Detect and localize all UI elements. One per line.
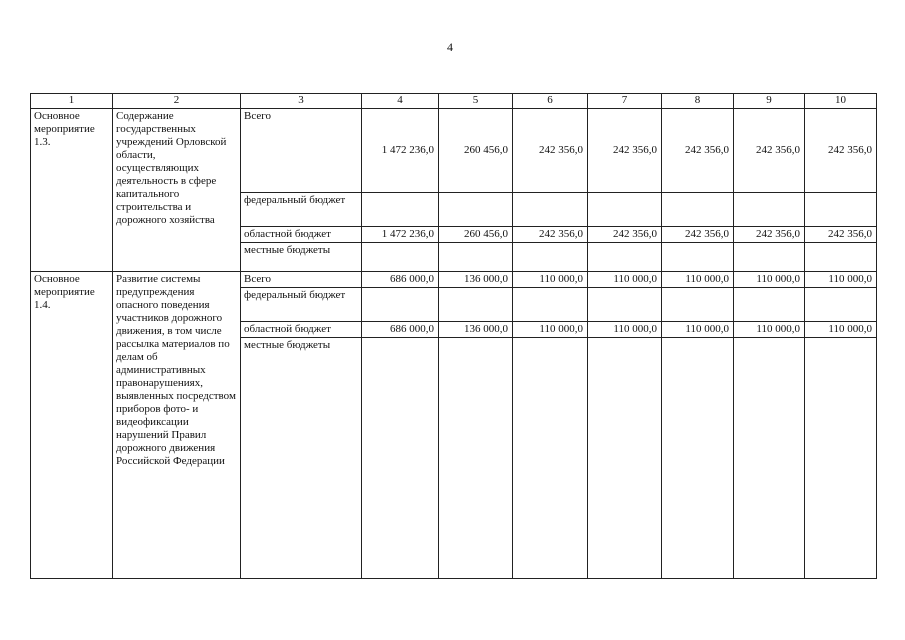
value-cell: 110 000,0 [513,272,588,288]
column-number: 4 [362,94,439,109]
source-label: местные бюджеты [241,338,362,579]
value-cell [439,288,513,322]
value-cell [805,288,877,322]
value-cell: 110 000,0 [662,272,734,288]
column-number: 8 [662,94,734,109]
value-cell [439,338,513,579]
value-cell [588,193,662,227]
value-cell: 242 356,0 [734,109,805,193]
value-cell [662,338,734,579]
column-number: 5 [439,94,513,109]
value-cell: 686 000,0 [362,272,439,288]
value-cell: 242 356,0 [805,109,877,193]
value-cell: 260 456,0 [439,227,513,243]
value-cell: 242 356,0 [805,227,877,243]
value-cell [734,193,805,227]
source-label: Всего [241,272,362,288]
source-label: областной бюджет [241,322,362,338]
value-cell [662,193,734,227]
value-cell: 242 356,0 [662,227,734,243]
value-cell: 1 472 236,0 [362,227,439,243]
value-cell [439,243,513,272]
value-cell: 110 000,0 [588,272,662,288]
value-cell [734,338,805,579]
value-cell: 686 000,0 [362,322,439,338]
source-label: федеральный бюджет [241,193,362,227]
value-cell: 136 000,0 [439,322,513,338]
value-cell: 110 000,0 [805,272,877,288]
value-cell: 1 472 236,0 [362,109,439,193]
value-cell [513,338,588,579]
value-cell: 242 356,0 [588,109,662,193]
value-cell: 110 000,0 [734,272,805,288]
column-number: 3 [241,94,362,109]
source-label: федеральный бюджет [241,288,362,322]
value-cell [362,243,439,272]
value-cell: 110 000,0 [662,322,734,338]
value-cell [588,288,662,322]
value-cell [362,193,439,227]
column-number: 2 [113,94,241,109]
value-cell: 242 356,0 [513,227,588,243]
column-number: 6 [513,94,588,109]
value-cell [734,243,805,272]
value-cell [588,243,662,272]
value-cell: 110 000,0 [513,322,588,338]
table-row [31,272,877,288]
source-label: местные бюджеты [241,243,362,272]
column-number: 1 [31,94,113,109]
value-cell [662,243,734,272]
page-number: 4 [447,40,453,54]
value-cell [439,193,513,227]
value-cell [362,288,439,322]
value-cell: 242 356,0 [734,227,805,243]
value-cell [805,243,877,272]
value-cell: 242 356,0 [588,227,662,243]
value-cell [513,243,588,272]
value-cell: 242 356,0 [513,109,588,193]
column-number: 7 [588,94,662,109]
column-number: 10 [805,94,877,109]
value-cell: 242 356,0 [662,109,734,193]
value-cell [362,338,439,579]
value-cell: 136 000,0 [439,272,513,288]
table-row [31,109,877,193]
value-cell [588,338,662,579]
value-cell [734,288,805,322]
activity-description: Развитие системы предупреждения опасного поведения участников дорожного движения, в том числе рассылка материалов по делам об административных правонарушениях, выявленных посредством приборов фото- и видеофиксации нарушений Правил дорожного движения Российской Федерации [113,272,241,579]
source-label: Всего [241,109,362,193]
value-cell: 260 456,0 [439,109,513,193]
value-cell [513,288,588,322]
activity-name: Основное мероприятие 1.3. [31,109,113,272]
value-cell: 110 000,0 [805,322,877,338]
column-number: 9 [734,94,805,109]
header-row [31,94,877,109]
source-label: областной бюджет [241,227,362,243]
value-cell [805,193,877,227]
value-cell [662,288,734,322]
budget-table [30,93,877,579]
value-cell [805,338,877,579]
value-cell: 110 000,0 [734,322,805,338]
activity-name: Основное мероприятие 1.4. [31,272,113,579]
activity-description: Содержание государственных учреждений Орловской области, осуществляющих деятельность в сфере капитального строительства и дорожного хозяйства [113,109,241,272]
value-cell [513,193,588,227]
value-cell: 110 000,0 [588,322,662,338]
